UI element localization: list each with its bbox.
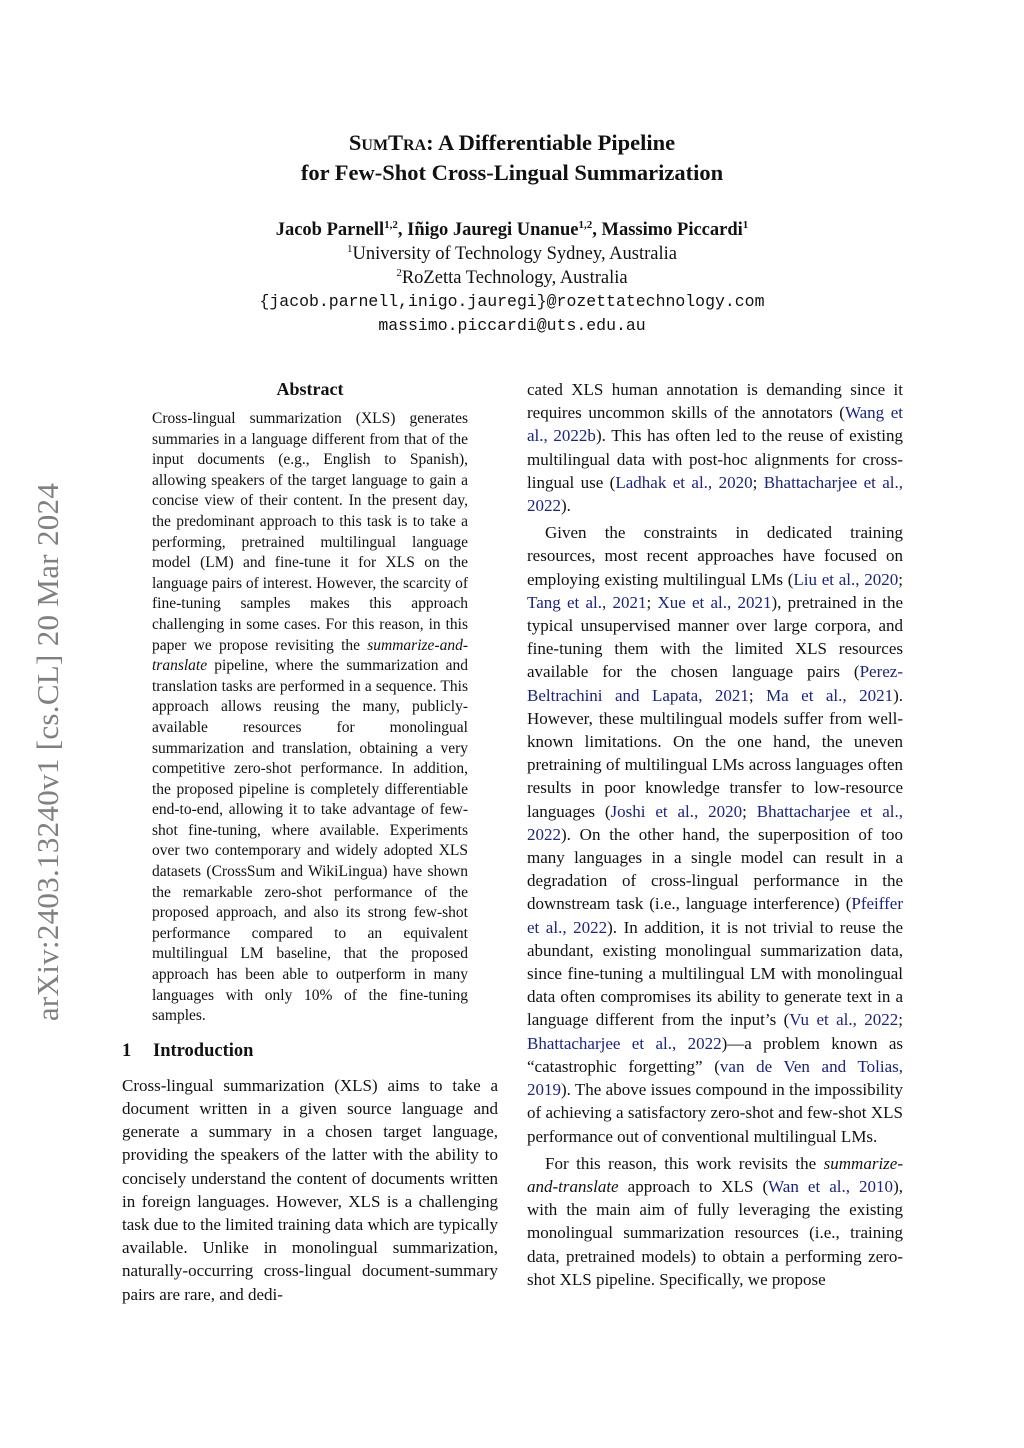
citation-link[interactable]: Bhattacharjee et al., 2022 xyxy=(527,801,903,844)
text-run: ), with the main aim of fully leveraging the existing monolingual summarization resources (i.e., training data, pretrained models) to obtain a performing zero-shot XLS pipeline. Specifically, we propose xyxy=(527,1176,903,1289)
abstract-text-part: Cross-lingual summarization (XLS) generates summaries in a language different from that of the input documents (e.g., English to Spanish), allowing speakers of the target language to gain a concise view of their content. In the present day, the predominant approach to this task is to take a performing, pretrained multilingual language model (LM) and fine-tune it for XLS on the language pairs of interest. However, the scarcity of fine-tuning samples makes this approach challenging in some cases. For this reason, in this paper we propose revisiting the xyxy=(152,410,468,654)
author-name: Massimo Piccardi xyxy=(601,220,743,240)
text-run: cated XLS human annotation is demanding since it requires uncommon skills of the annotators ( xyxy=(527,380,903,423)
text-run: ; xyxy=(898,569,903,589)
affil-sup: 1 xyxy=(347,242,353,255)
paper-header xyxy=(0,128,1024,338)
citation-link[interactable]: Tang et al., 2021 xyxy=(527,592,647,612)
body-paragraph-3 xyxy=(527,1152,903,1291)
author-affil-sup: 1,2 xyxy=(384,218,398,231)
abstract-heading: Abstract xyxy=(276,379,344,399)
text-run: ), pretrained in the typical unsupervised manner over large corpora, and fine-tuning them with the limited XLS resources available for the chosen language pairs ( xyxy=(527,592,904,682)
body-paragraph-2 xyxy=(527,521,903,1147)
citation-link[interactable]: Liu et al., 2020 xyxy=(793,569,899,589)
body-paragraph-1 xyxy=(527,378,903,517)
abstract-text-part: pipeline, where the summarization and translation tasks are performed in a sequence. This approach allows reusing the many, publicly-available resources for monolingual summarization and translation, obtaining a very competitive zero-shot performance. In addition, the proposed pipeline is completely differentiable end-to-end, allowing it to take advantage of few-shot fine-tuning, where available. Experiments over two contemporary and widely adopted XLS datasets (CrossSum and WikiLingua) have shown the remarkable zero-shot performance of the proposed approach, and also its strong few-shot performance compared to an equivalent multilingual LM baseline, that the proposed approach has been able to outperform in many languages with only 10% of the fine-tuning samples. xyxy=(152,657,468,1025)
citation-link[interactable]: Pfeiffer et al., 2022 xyxy=(527,894,903,937)
citation-link[interactable]: Ladhak et al., 2020 xyxy=(615,472,753,492)
arxiv-stamp-text: arXiv:2403.13240v1 [cs.CL] 20 Mar 2024 xyxy=(30,482,65,1022)
citation-link[interactable]: Wan et al., 2010 xyxy=(768,1176,894,1196)
emphasis: summarize-and-translate xyxy=(527,1153,903,1196)
paper-title xyxy=(0,128,1024,188)
citation-link[interactable]: Vu et al., 2022 xyxy=(789,1010,899,1030)
text-run: ). This has often led to the reuse of existing multilingual data with post-hoc alignments for cross-lingual use ( xyxy=(527,426,903,492)
section-title: Introduction xyxy=(153,1040,254,1061)
text-run: ). xyxy=(561,496,571,516)
author-name: Jacob Parnell xyxy=(275,220,385,240)
affil-text: RoZetta Technology, Australia xyxy=(401,268,628,288)
title-line1: : A Differentiable Pipeline xyxy=(426,130,676,155)
affiliation-2 xyxy=(0,266,1024,290)
text-run: ). In addition, it is not trivial to reuse the abundant, existing monolingual summarization data, since fine-tuning a multilingual LM with monolingual data often compromises its ability to generate text in a language different from the input’s ( xyxy=(527,917,903,1030)
author-list xyxy=(0,218,1024,242)
text-run: For this reason, this work revisits the xyxy=(545,1153,824,1173)
author-name: Iñigo Jauregi Unanue xyxy=(407,220,579,240)
text-run: ; xyxy=(748,685,767,705)
text-run: ). On the other hand, the superposition of too many languages in a single model can result in a degradation of cross-lingual performance in the downstream task (i.e., language interference) ( xyxy=(527,824,903,914)
citation-link[interactable]: Joshi et al., 2020 xyxy=(610,801,743,821)
citation-link[interactable]: van de Ven and Tolias, 2019 xyxy=(527,1056,903,1100)
citation-link[interactable]: Ma et al., 2021 xyxy=(766,685,894,705)
text-run: ; xyxy=(646,592,658,612)
text-run: approach to XLS ( xyxy=(618,1176,769,1196)
text-run: )—a problem known as “catastrophic forgetting” ( xyxy=(527,1033,903,1076)
email-2: massimo.piccardi@uts.edu.au xyxy=(378,316,646,335)
email-1: {jacob.parnell,inigo.jauregi}@rozettatechnology.com xyxy=(259,292,765,311)
abstract-emphasis: summarize-and-translate xyxy=(152,636,468,675)
affil-sup: 2 xyxy=(396,266,402,279)
citation-link[interactable]: Bhattacharjee et al., 2022 xyxy=(527,472,904,516)
affiliation-1 xyxy=(0,242,1024,266)
author-separator: , xyxy=(397,220,408,240)
title-line2: for Few-Shot Cross-Lingual Summarization xyxy=(300,160,724,185)
abstract-text xyxy=(152,409,468,1027)
citation-link[interactable]: Bhattacharjee et al., 2022 xyxy=(527,1033,722,1053)
author-separator: , xyxy=(592,220,602,240)
text-run: ; xyxy=(742,801,757,821)
section-number: 1 xyxy=(122,1040,132,1061)
text-run: ). However, these multilingual models suffer from well-known limitations. On the one hand, the uneven pretraining of multilingual LMs across languages often results in poor knowledge transfer to low-resource languages ( xyxy=(527,685,903,821)
author-affil-sup: 1,2 xyxy=(578,218,593,231)
intro-paragraph-1: Cross-lingual summarization (XLS) aims to take a document written in a given source language and generate a summary in a chosen target language, providing the speakers of the latter with the ability to concisely understand the content of documents written in foreign languages. However, XLS is a challenging task due to the limited training data which are typically available. Unlike in monolingual summarization, naturally-occurring cross-lingual document-summary pairs are rare, and dedi- xyxy=(122,1075,498,1304)
citation-link[interactable]: Wang et al., 2022b xyxy=(527,403,903,446)
title-acronym: SumTra xyxy=(348,130,427,155)
right-column xyxy=(527,378,903,1291)
affil-text: University of Technology Sydney, Australia xyxy=(352,244,677,264)
author-affil-sup: 1 xyxy=(742,218,749,231)
citation-link[interactable]: Xue et al., 2021 xyxy=(657,592,772,612)
text-run: ). The above issues compound in the impossibility of achieving a satisfactory zero-shot and few-shot XLS performance out of conventional multilingual LMs. xyxy=(527,1080,903,1146)
text-run: ; xyxy=(898,1010,903,1030)
section-heading-introduction xyxy=(122,1038,498,1064)
citation-link[interactable]: Perez-Beltrachini and Lapata, 2021 xyxy=(527,662,903,705)
text-run: ; xyxy=(752,472,764,492)
left-column xyxy=(122,376,498,1306)
text-run: Given the constraints in dedicated training resources, most recent approaches have focused on employing existing multilingual LMs ( xyxy=(527,523,903,589)
